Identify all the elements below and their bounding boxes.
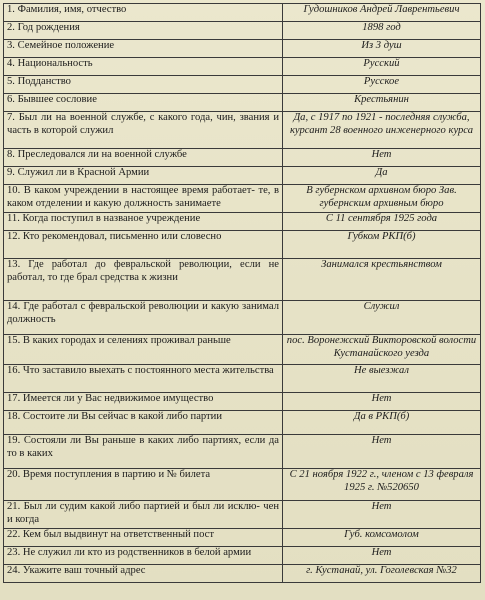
question-cell: 17. Имеется ли у Вас недвижимое имущество: [4, 393, 283, 411]
answer-cell: Нет: [283, 435, 481, 469]
table-row: [4, 149, 481, 167]
answer-cell: Нет: [283, 501, 481, 529]
question-cell: 21. Был ли судим какой либо партией и был ли исклю- чен и когда: [4, 501, 283, 529]
answer-cell: В губернском архивном бюро Зав. губернским архивным бюро: [283, 185, 481, 213]
question-cell: 7. Был ли на военной службе, с какого года, чин, звания и часть в которой служил: [4, 112, 283, 149]
question-cell: 4. Национальность: [4, 58, 283, 76]
answer-cell: пос. Воронежский Викторовской волости Кустанайского уезда: [283, 335, 481, 365]
question-cell: 8. Преследовался ли на военной службе: [4, 149, 283, 167]
table-row: [4, 565, 481, 583]
table-row: [4, 501, 481, 529]
answer-cell: Губ. комсомолом: [283, 529, 481, 547]
table-row: [4, 4, 481, 22]
table-row: [4, 547, 481, 565]
answer-cell: Служил: [283, 301, 481, 335]
questionnaire-table: [3, 3, 481, 583]
answer-cell: Нет: [283, 393, 481, 411]
table-row: [4, 393, 481, 411]
table-row: [4, 94, 481, 112]
table-row: [4, 529, 481, 547]
question-cell: 19. Состояли ли Вы раньше в каких либо партиях, если да то в каких: [4, 435, 283, 469]
answer-cell: Нет: [283, 149, 481, 167]
table-row: [4, 40, 481, 58]
answer-cell: Гудошников Андрей Лаврентьевич: [283, 4, 481, 22]
table-row: [4, 469, 481, 501]
answer-cell: Губком РКП(б): [283, 231, 481, 259]
answer-cell: С 21 ноября 1922 г., членом с 13 февраля 1925 г. №520650: [283, 469, 481, 501]
question-cell: 13. Где работал до февральской революции, если не работал, то где брал средства к жизни: [4, 259, 283, 301]
question-cell: 11. Когда поступил в названое учреждение: [4, 213, 283, 231]
answer-cell: С 11 сентября 1925 года: [283, 213, 481, 231]
question-cell: 15. В каких городах и селениях проживал раньше: [4, 335, 283, 365]
answer-cell: Да в РКП(б): [283, 411, 481, 435]
answer-cell: Да, с 1917 по 1921 - последняя служба, курсант 28 военного инженерного курса: [283, 112, 481, 149]
table-row: [4, 231, 481, 259]
table-row: [4, 301, 481, 335]
question-cell: 6. Бывшее сословие: [4, 94, 283, 112]
answer-cell: г. Кустанай, ул. Гоголевская №32: [283, 565, 481, 583]
question-cell: 23. Не служил ли кто из родственников в белой армии: [4, 547, 283, 565]
answer-cell: Занимался крестьянством: [283, 259, 481, 301]
table-row: [4, 259, 481, 301]
question-cell: 20. Время поступления в партию и № билета: [4, 469, 283, 501]
answer-cell: Из 3 душ: [283, 40, 481, 58]
question-cell: 5. Подданство: [4, 76, 283, 94]
answer-cell: 1898 год: [283, 22, 481, 40]
answer-cell: Крестьянин: [283, 94, 481, 112]
question-cell: 18. Состоите ли Вы сейчас в какой либо партии: [4, 411, 283, 435]
answer-cell: Не выезжал: [283, 365, 481, 393]
table-row: [4, 76, 481, 94]
question-cell: 10. В каком учреждении в настоящее время работает- те, в каком отделении и какую должность занимаете: [4, 185, 283, 213]
table-row: [4, 411, 481, 435]
question-cell: 22. Кем был выдвинут на ответственный пост: [4, 529, 283, 547]
table-row: [4, 112, 481, 149]
table-row: [4, 335, 481, 365]
answer-cell: Русский: [283, 58, 481, 76]
question-cell: 16. Что заставило выехать с постоянного места жительства: [4, 365, 283, 393]
table-row: [4, 365, 481, 393]
table-row: [4, 22, 481, 40]
question-cell: 24. Укажите ваш точный адрес: [4, 565, 283, 583]
question-cell: 2. Год рождения: [4, 22, 283, 40]
table-row: [4, 185, 481, 213]
answer-cell: Нет: [283, 547, 481, 565]
question-cell: 3. Семейное положение: [4, 40, 283, 58]
question-cell: 12. Кто рекомендовал, письменно или словесно: [4, 231, 283, 259]
table-row: [4, 213, 481, 231]
question-cell: 14. Где работал с февральской революции и какую занимал должность: [4, 301, 283, 335]
table-row: [4, 435, 481, 469]
table-row: [4, 58, 481, 76]
table-row: [4, 167, 481, 185]
question-cell: 1. Фамилия, имя, отчество: [4, 4, 283, 22]
answer-cell: Русское: [283, 76, 481, 94]
answer-cell: Да: [283, 167, 481, 185]
question-cell: 9. Служил ли в Красной Армии: [4, 167, 283, 185]
